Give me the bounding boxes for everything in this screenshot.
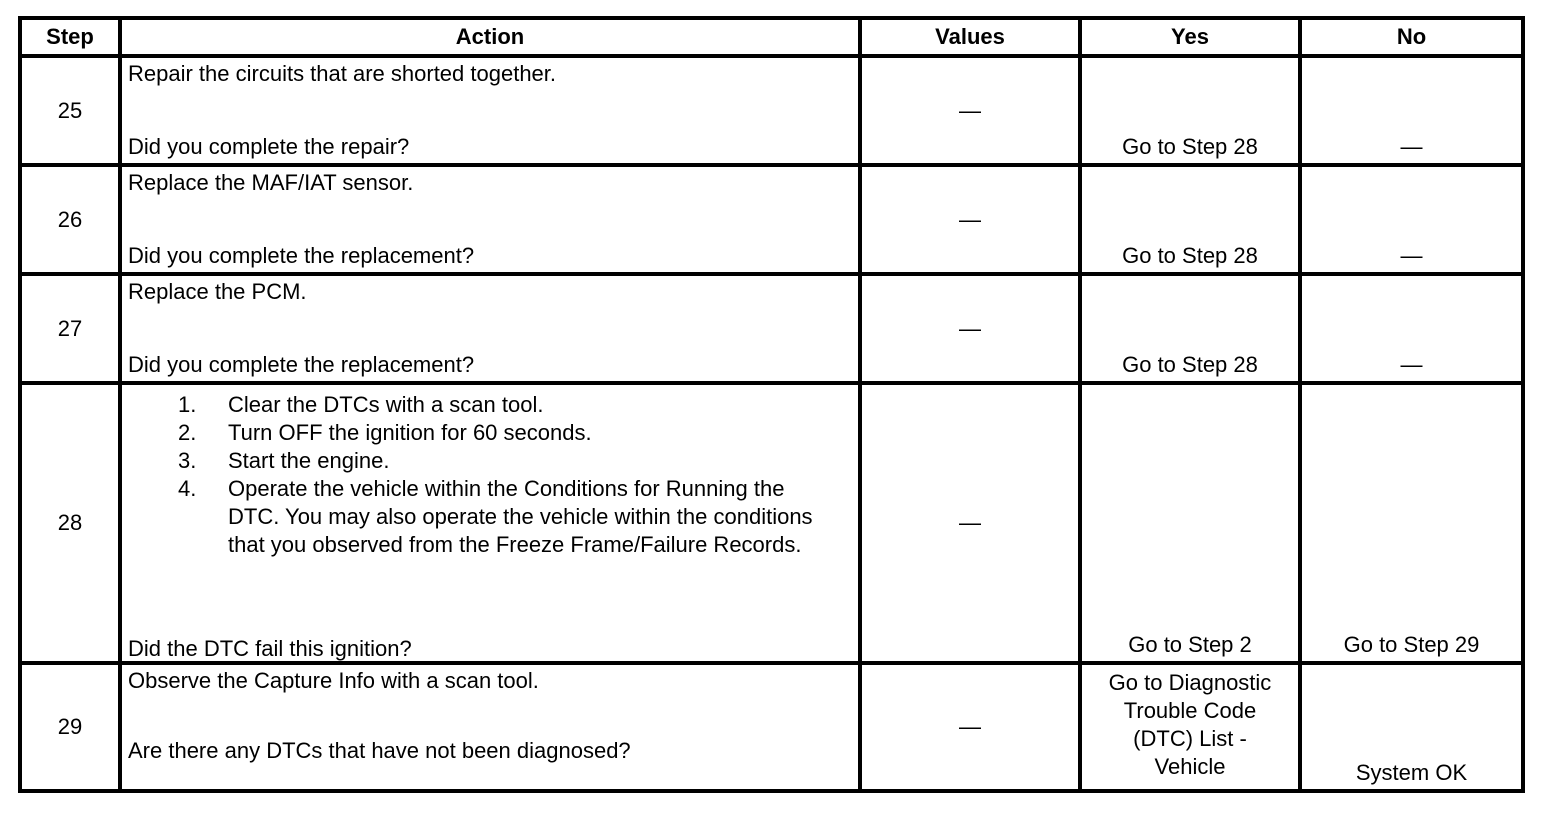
list-item-number: 2. [178,420,197,445]
header-yes: Yes [1080,18,1300,56]
action-text: Replace the PCM. [128,279,307,304]
list-item-number: 4. [178,476,197,501]
action-question: Did you complete the replacement? [128,352,475,377]
action-text: Replace the MAF/IAT sensor. [128,170,414,195]
action-question: Did you complete the replacement? [128,243,475,268]
list-item-text: Turn OFF the ignition for 60 seconds. [228,420,592,445]
action-cell [120,274,860,383]
header-no: No [1300,18,1523,56]
action-question: Are there any DTCs that have not been diagnosed? [128,738,631,763]
yes-cell: Go to Diagnostic Trouble Code (DTC) List - Vehicle [1080,663,1300,791]
action-text: Observe the Capture Info with a scan tool. [128,668,539,693]
yes-cell: Go to Step 28 [1080,165,1300,274]
yes-cell: Go to Step 28 [1080,56,1300,165]
action-question: Did you complete the repair? [128,134,410,159]
diagnostic-table-container [18,16,1525,793]
table-row [20,663,1523,791]
header-values: Values [860,18,1080,56]
table-header-row [20,18,1523,56]
action-cell [120,56,860,165]
values-cell: — [860,383,1080,663]
table-row [20,274,1523,383]
header-action: Action [120,18,860,56]
action-text: Repair the circuits that are shorted together. [128,61,557,86]
action-cell [120,383,860,663]
list-item [178,391,852,419]
step-number: 29 [20,663,120,791]
step-number: 26 [20,165,120,274]
step-number: 28 [20,383,120,663]
yes-cell: Go to Step 2 [1080,383,1300,663]
list-item [178,475,852,559]
header-step: Step [20,18,120,56]
no-cell: — [1300,56,1523,165]
values-cell: — [860,165,1080,274]
list-item-text: Start the engine. [228,448,390,473]
list-item-text: Operate the vehicle within the Conditions for Running the DTC. You may also operate the vehicle within the conditions that you observed from the Freeze Frame/Failure Records. [228,476,813,557]
action-cell [120,663,860,791]
values-cell: — [860,274,1080,383]
yes-cell: Go to Step 28 [1080,274,1300,383]
list-item [178,447,852,475]
step-number: 27 [20,274,120,383]
action-cell [120,165,860,274]
no-cell: — [1300,274,1523,383]
no-cell: Go to Step 29 [1300,383,1523,663]
step-number: 25 [20,56,120,165]
diagnostic-steps-table [18,16,1525,793]
table-row [20,383,1523,663]
list-item-number: 1. [178,392,197,417]
list-item [178,419,852,447]
no-cell: System OK [1300,663,1523,791]
list-item-number: 3. [178,448,197,473]
procedure-list [128,391,852,559]
list-item-text: Clear the DTCs with a scan tool. [228,392,544,417]
table-row [20,165,1523,274]
action-question: Did the DTC fail this ignition? [128,636,412,661]
table-row [20,56,1523,165]
values-cell: — [860,663,1080,791]
no-cell: — [1300,165,1523,274]
values-cell: — [860,56,1080,165]
